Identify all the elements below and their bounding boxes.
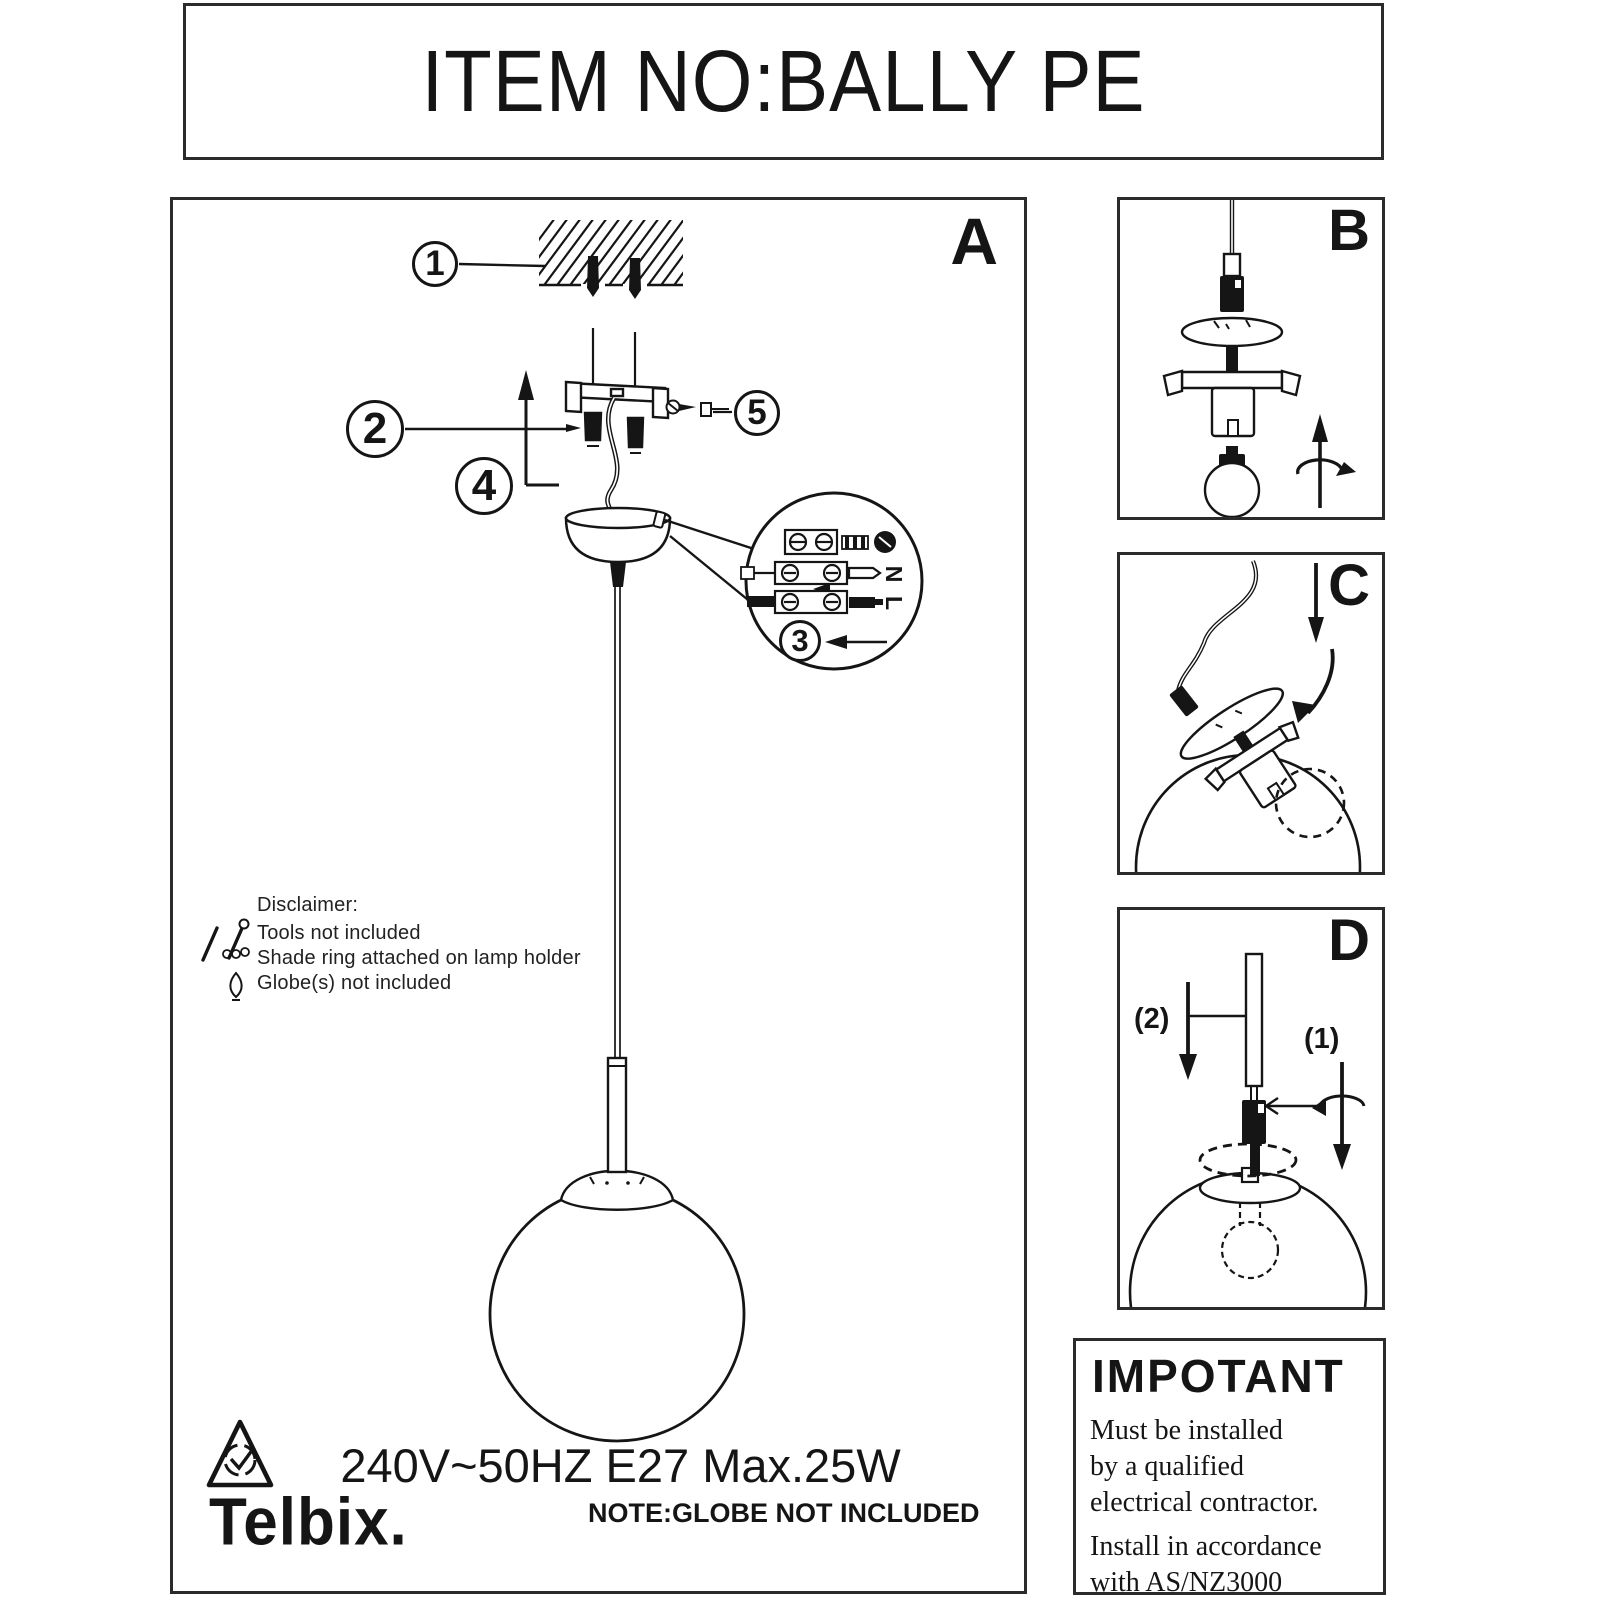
step-3-marker [779, 620, 821, 662]
lamp-holder [1164, 371, 1300, 436]
title-box [183, 3, 1384, 160]
step-5-marker [734, 390, 780, 436]
bulb-dashed [1276, 769, 1344, 837]
stem-rod [608, 1058, 626, 1172]
holder-assembly [1173, 678, 1330, 830]
cord-and-grip [1220, 200, 1244, 312]
globe-bulb-icon [230, 973, 241, 1000]
stem-and-grip [1242, 954, 1266, 1144]
shade-ring-disc [1182, 318, 1282, 372]
important-line: electrical contractor. [1090, 1487, 1319, 1518]
substep-1-label: (1) [1304, 1023, 1340, 1055]
panel-d [1117, 907, 1385, 1310]
panel-c-diagram [1120, 555, 1382, 872]
step-3-number: 3 [791, 623, 809, 658]
panel-b-label: B [1328, 198, 1370, 263]
lift-arrow [518, 370, 559, 485]
light-bulb [1205, 446, 1259, 517]
mounting-bracket [566, 382, 668, 453]
substep-2-label: (2) [1134, 1003, 1170, 1035]
cap-and-ring [1200, 1144, 1300, 1203]
panel-b-diagram [1120, 200, 1382, 517]
panel-d-diagram [1120, 910, 1382, 1307]
important-line: Must be installed [1090, 1415, 1283, 1446]
step-4-number: 4 [471, 461, 497, 510]
cord-grip [610, 562, 626, 587]
neutral-label: N [880, 565, 907, 583]
step-2-marker [346, 400, 404, 458]
electrical-spec: 240V~50HZ E27 Max.25W [340, 1439, 901, 1492]
pull-down-arrow [1179, 982, 1246, 1080]
important-line: with AS/NZ3000 [1090, 1567, 1283, 1598]
globe-cap [561, 1171, 673, 1210]
step-4-marker [455, 457, 513, 515]
step-1-marker [412, 241, 458, 287]
disclaimer-tools: Tools not included [257, 922, 421, 944]
step-5-number: 5 [747, 393, 767, 432]
glass-globe [490, 1187, 744, 1441]
panel-c-label: C [1328, 553, 1370, 618]
panel-d-label: D [1328, 908, 1370, 973]
important-body [1090, 1413, 1369, 1600]
globe-note: NOTE:GLOBE NOT INCLUDED [588, 1498, 980, 1528]
bulb-dashed [1222, 1202, 1278, 1278]
disclaimer-globes: Globe(s) not included [257, 972, 452, 994]
mounting-screws [593, 328, 635, 390]
screw-rotation-arrow [1298, 414, 1356, 508]
small-screw-icons [667, 401, 730, 417]
rcm-compliance-icon [209, 1422, 271, 1485]
live-label: L [880, 595, 907, 611]
page-title: ITEM NO:BALLY PE [421, 31, 1146, 131]
suspension-cord [607, 398, 617, 518]
important-title: IMPOTANT [1092, 1350, 1345, 1402]
cable-grip [1169, 685, 1199, 717]
disclaimer-shade-ring: Shade ring attached on lamp holder [257, 947, 581, 969]
important-line: Install in accordance [1090, 1531, 1322, 1562]
step-2-number: 2 [362, 404, 388, 453]
ceiling-hatch [503, 218, 724, 288]
flex-cable [1178, 561, 1256, 691]
important-notice [1073, 1338, 1386, 1598]
pendant-cable [615, 587, 620, 1060]
disclaimer-heading: Disclaimer: [257, 894, 359, 916]
tighten-arrow [1266, 1062, 1364, 1170]
important-line: by a qualified [1090, 1451, 1244, 1482]
brand-logo: Telbix. [209, 1485, 408, 1560]
ceiling-canopy [566, 508, 670, 562]
panel-a-label: A [950, 204, 998, 278]
panel-a [170, 197, 1027, 1594]
shade-ring-icon [223, 948, 249, 958]
panel-c [1117, 552, 1385, 875]
step-1-number: 1 [425, 244, 445, 283]
insert-arrows [1292, 563, 1333, 723]
panel-b [1117, 197, 1385, 520]
leader-step1 [459, 264, 545, 266]
